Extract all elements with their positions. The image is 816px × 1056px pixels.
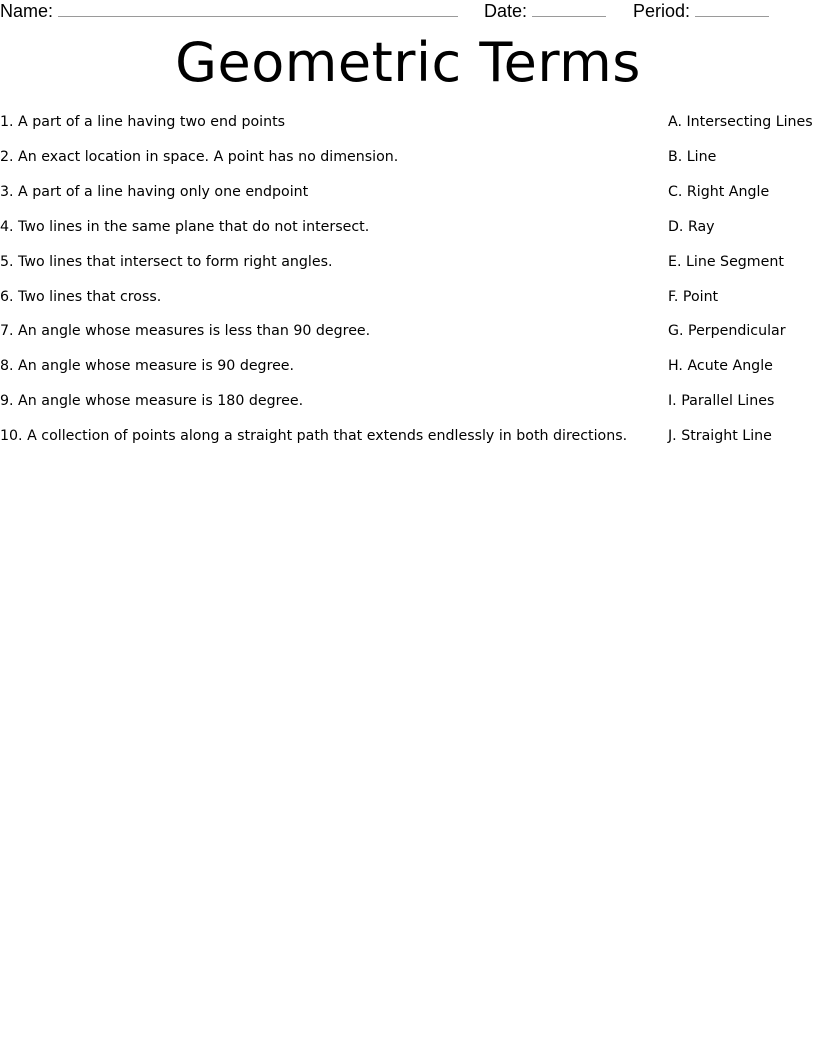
period-field[interactable]: [633, 0, 769, 21]
matching-row: [0, 182, 816, 202]
name-blank-line[interactable]: [58, 0, 458, 17]
matching-row: [0, 217, 816, 237]
answer-item: J. Straight Line: [668, 428, 772, 444]
date-field[interactable]: [484, 0, 606, 21]
question-item: 10. A collection of points along a straight path that extends endlessly in both directions.: [0, 428, 628, 444]
page-title: Geometric Terms: [175, 31, 641, 94]
name-field[interactable]: [0, 0, 458, 21]
question-item: 4. Two lines in the same plane that do not intersect.: [0, 219, 370, 235]
matching-row: [0, 112, 816, 132]
worksheet-header: [0, 0, 816, 24]
matching-row: [0, 356, 816, 376]
answer-item: H. Acute Angle: [668, 358, 773, 374]
question-item: 1. A part of a line having two end points: [0, 114, 286, 130]
matching-row: [0, 426, 816, 446]
matching-row: [0, 391, 816, 411]
matching-row: [0, 287, 816, 307]
question-item: 9. An angle whose measure is 180 degree.: [0, 393, 304, 409]
matching-row: [0, 321, 816, 341]
answer-item: I. Parallel Lines: [668, 393, 775, 409]
answer-item: A. Intersecting Lines: [668, 114, 813, 130]
period-blank-line[interactable]: [695, 0, 769, 17]
question-item: 7. An angle whose measures is less than 90 degree.: [0, 323, 371, 339]
question-item: 8. An angle whose measure is 90 degree.: [0, 358, 295, 374]
question-item: 3. A part of a line having only one endpoint: [0, 184, 309, 200]
matching-row: [0, 147, 816, 167]
answer-item: D. Ray: [668, 219, 715, 235]
date-blank-line[interactable]: [532, 0, 606, 17]
answer-item: G. Perpendicular: [668, 323, 786, 339]
answer-item: B. Line: [668, 149, 717, 165]
period-label: Period:: [633, 1, 691, 21]
date-label: Date:: [484, 1, 528, 21]
answer-item: E. Line Segment: [668, 254, 784, 270]
answer-item: F. Point: [668, 289, 719, 305]
question-item: 2. An exact location in space. A point has no dimension.: [0, 149, 399, 165]
name-label: Name:: [0, 1, 54, 21]
matching-row: [0, 252, 816, 272]
answer-item: C. Right Angle: [668, 184, 770, 200]
question-item: 5. Two lines that intersect to form right angles.: [0, 254, 333, 270]
question-item: 6. Two lines that cross.: [0, 289, 162, 305]
